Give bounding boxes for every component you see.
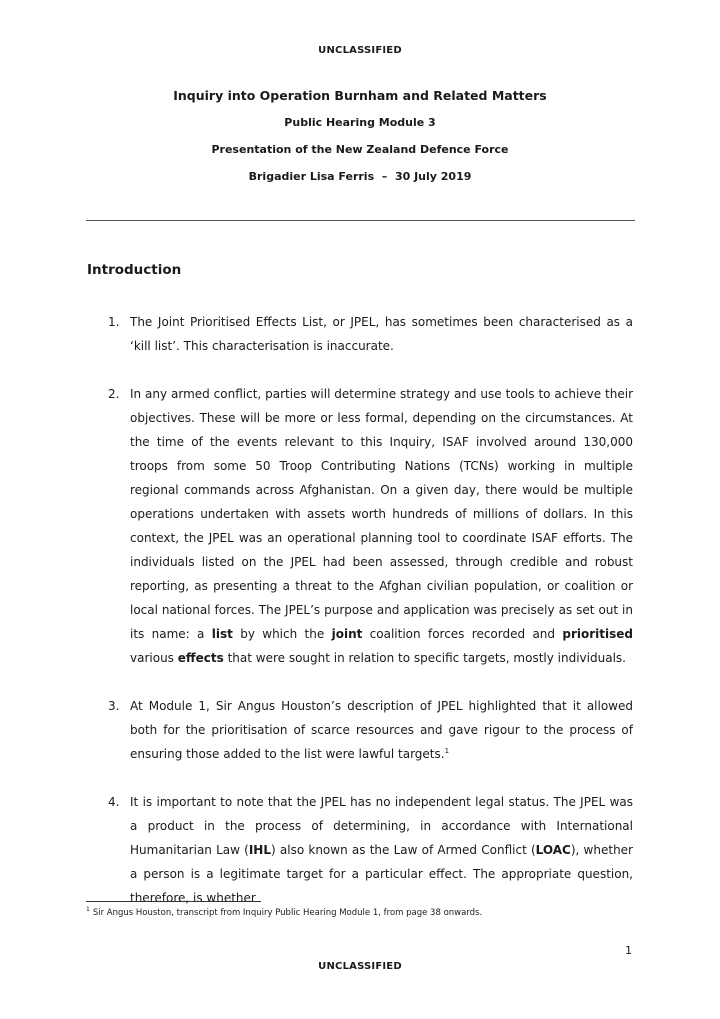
- bold-term-joint: joint: [331, 627, 363, 641]
- section-heading: Introduction: [87, 262, 182, 278]
- paragraph-text: ), whether a person is a legitimate target for a particular effect. The appropriate question, therefore, is whether: [130, 843, 633, 905]
- page-number: 1: [625, 944, 632, 957]
- bold-term-prioritised: prioritised: [562, 627, 633, 641]
- header-classification: UNCLASSIFIED: [318, 45, 402, 56]
- footnote-text: Sir Angus Houston, transcript from Inquiry Public Hearing Module 1, from page 38 onwards.: [92, 907, 483, 918]
- bold-term-ihl: IHL: [248, 843, 271, 857]
- paragraph-number: 4.: [108, 795, 120, 809]
- paragraph-text: that were sought in relation to specific targets, mostly individuals.: [223, 651, 626, 665]
- paragraph-text: coalition forces recorded and: [362, 627, 563, 641]
- bold-term-effects: effects: [177, 651, 224, 665]
- bold-term-list: list: [211, 627, 233, 641]
- paragraph-text: The Joint Prioritised Effects List, or JPEL, has sometimes been characterised as a ‘kill list’. This characterisation is inaccurate.: [130, 315, 633, 353]
- paragraph-text: various: [130, 651, 178, 665]
- presenter-line: Brigadier Lisa Ferris – 30 July 2019: [248, 170, 472, 183]
- document-title: Inquiry into Operation Burnham and Related Matters: [173, 88, 547, 103]
- paragraph-1: [130, 310, 633, 358]
- bold-term-loac: LOAC: [535, 843, 571, 857]
- presentation-subtitle: Presentation of the New Zealand Defence Force: [211, 143, 509, 156]
- paragraph-text: It is important to note that the JPEL has no independent legal status. The JPEL was a product in the process of determining, in accordance with International Humanitarian Law (: [130, 795, 633, 857]
- paragraph-number: 2.: [108, 387, 120, 401]
- paragraph-2: [130, 382, 633, 670]
- title-divider: [86, 220, 635, 221]
- paragraph-text: In any armed conflict, parties will determine strategy and use tools to achieve their objectives. These will be more or less formal, depending on the circumstances. At the time of the events relevant to this Inquiry, ISAF involved around 130,000 troops from some 50 Troop Contributing Nations (TCNs) working in multiple regional commands across Afghanistan. On a given day, there would be multiple operations undertaken with assets worth hundreds of millions of dollars. In this context, the JPEL was an operational planning tool to coordinate ISAF efforts. The individuals listed on the JPEL had been assessed, through credible and robust reporting, as presenting a threat to the Afghan civilian population, or coalition or local national forces. The JPEL’s purpose and application was precisely as set out in its name: a: [130, 387, 633, 641]
- paragraph-number: 3.: [108, 699, 120, 713]
- paragraph-text: by which the: [232, 627, 332, 641]
- footnote: [86, 906, 482, 918]
- footer-classification: UNCLASSIFIED: [318, 961, 402, 972]
- module-subtitle: Public Hearing Module 3: [284, 116, 436, 129]
- paragraph-number: 1.: [108, 315, 120, 329]
- paragraph-4: [130, 790, 633, 910]
- footnote-divider: [86, 901, 261, 902]
- footnote-reference[interactable]: 1: [444, 747, 450, 755]
- paragraph-text: At Module 1, Sir Angus Houston’s description of JPEL highlighted that it allowed both for the prioritisation of scarce resources and gave rigour to the process of ensuring those added to the list were lawful targets.: [130, 699, 633, 761]
- footnote-marker: 1: [86, 906, 90, 913]
- paragraph-3: [130, 694, 633, 766]
- paragraph-text: ) also known as the Law of Armed Conflict (: [271, 843, 536, 857]
